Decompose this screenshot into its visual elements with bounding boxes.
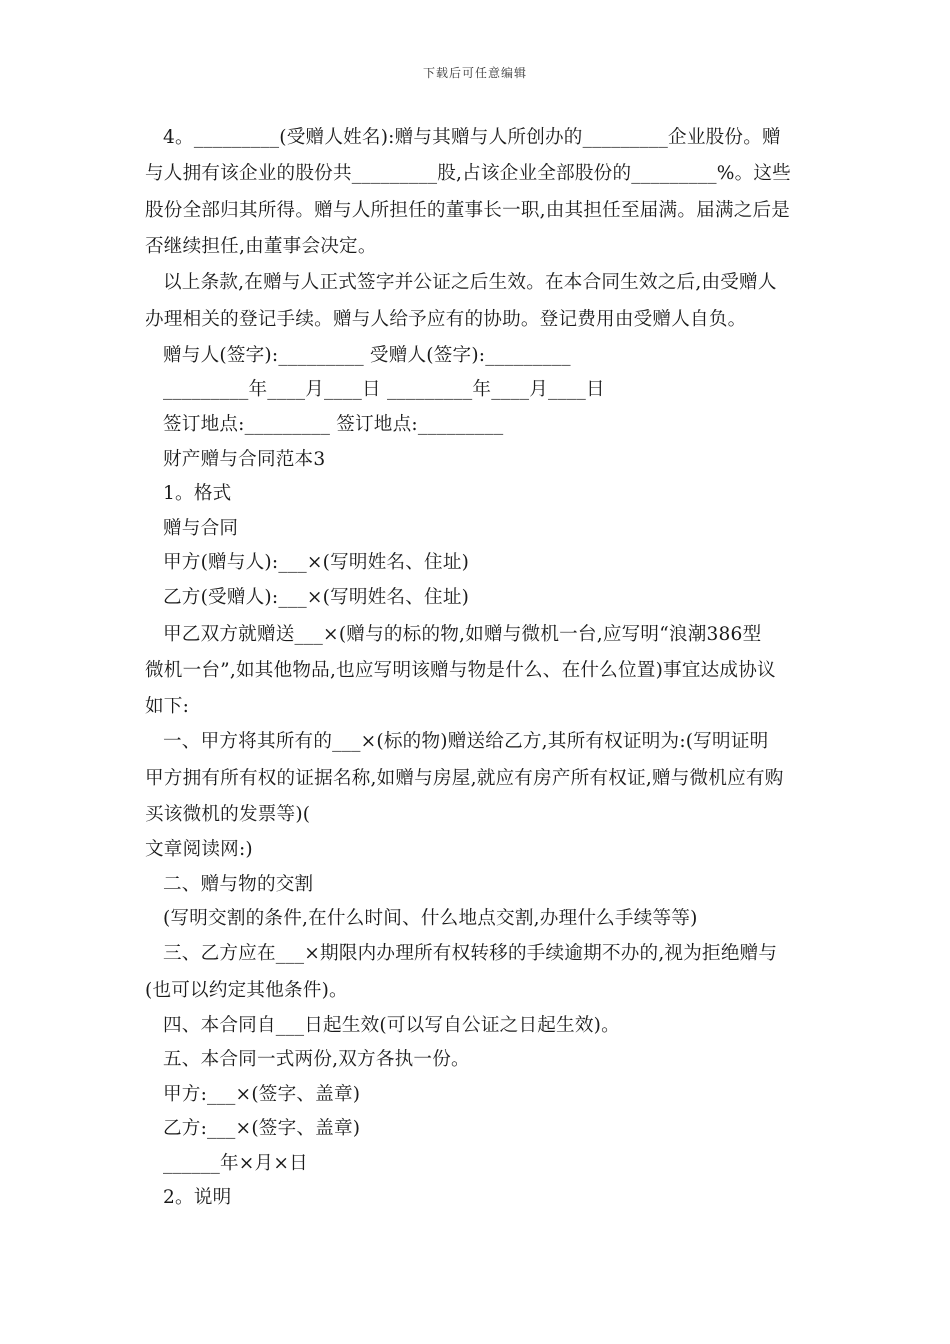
clause-line: 二、赠与物的交割 [163, 874, 314, 895]
clause-line: 五、本合同一式两份,双方各执一份。 [163, 1049, 470, 1070]
clause-line: 买该微机的发票等)( [145, 804, 311, 825]
paragraph-line: 如下: [145, 696, 190, 717]
date-line: _________年____月____日 _________年____月____日 [163, 379, 605, 400]
paragraph-line: 甲乙双方就赠送___×(赠与的标的物,如赠与微机一台,应写明“浪潮386型 [163, 624, 762, 645]
clause-line: (写明交割的条件,在什么时间、什么地点交割,办理什么手续等等) [163, 908, 698, 929]
signature-line: 赠与人(签字):_________ 受赠人(签字):_________ [163, 345, 571, 366]
party-b-line: 乙方(受赠人):___×(写明姓名、住址) [163, 587, 470, 608]
clause-line: 三、乙方应在___×期限内办理所有权转移的手续逾期不办的,视为拒绝赠与 [163, 943, 778, 964]
paragraph-line: 微机一台”,如其他物品,也应写明该赠与物是什么、在什么位置)事宜达成协议 [145, 660, 776, 681]
signature-line: 乙方:___×(签字、盖章) [163, 1118, 361, 1139]
paragraph-line: 以上条款,在赠与人正式签字并公证之后生效。在本合同生效之后,由受赠人 [163, 272, 777, 293]
location-line: 签订地点:_________ 签订地点:_________ [163, 414, 504, 435]
clause-line: 甲方拥有所有权的证据名称,如赠与房屋,就应有房产所有权证,赠与微机应有购 [145, 768, 784, 789]
contract-title: 赠与合同 [163, 518, 239, 539]
source-line: 文章阅读网:) [145, 839, 253, 860]
page-header: 下载后可任意编辑 [422, 66, 527, 80]
party-a-line: 甲方(赠与人):___×(写明姓名、住址) [163, 552, 470, 573]
clause-line: (也可以约定其他条件)。 [145, 980, 348, 1001]
paragraph-line: 与人拥有该企业的股份共_________股,占该企业全部股份的_________%。这些 [145, 163, 791, 184]
clause-line: 四、本合同自___日起生效(可以写自公证之日起生效)。 [163, 1015, 620, 1036]
section-heading: 1。格式 [163, 483, 232, 504]
signature-line: 甲方:___×(签字、盖章) [163, 1084, 361, 1105]
paragraph-line: 4。_________(受赠人姓名):赠与其赠与人所创办的_________企业股份。赠 [163, 127, 781, 148]
section-title: 财产赠与合同范本3 [163, 449, 326, 470]
paragraph-line: 办理相关的登记手续。赠与人给予应有的协助。登记费用由受赠人自负。 [145, 309, 747, 330]
paragraph-line: 股份全部归其所得。赠与人所担任的董事长一职,由其担任至届满。届满之后是 [145, 200, 791, 221]
clause-line: 一、甲方将其所有的___×(标的物)赠送给乙方,其所有权证明为:(写明证明 [163, 731, 769, 752]
paragraph-line: 否继续担任,由董事会决定。 [145, 236, 377, 257]
section-heading: 2。说明 [163, 1187, 232, 1208]
date-line: ______年×月×日 [163, 1153, 308, 1174]
